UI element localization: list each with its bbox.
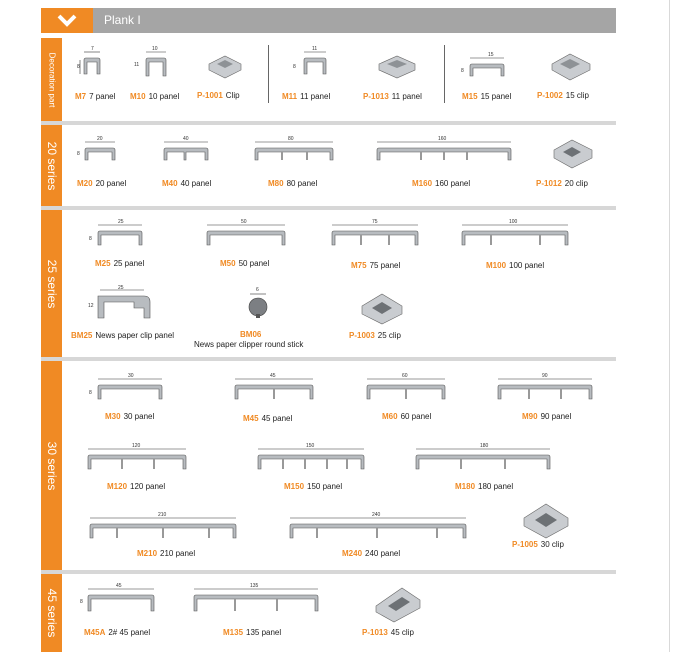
width-dimension: 11: [312, 46, 318, 52]
profile-drawing: [94, 288, 154, 324]
width-dimension: 45: [270, 373, 276, 379]
product-caption: M10 10 panel: [130, 92, 180, 101]
section-label: 45 series: [44, 588, 59, 638]
height-dimension: 12: [88, 303, 94, 309]
product-description: News paper clipper round stick: [194, 340, 304, 349]
page-header: [41, 8, 616, 33]
profile-drawing: [414, 447, 554, 477]
page-border: [669, 0, 670, 652]
section-label: 30 series: [44, 441, 59, 491]
profile-drawing: [330, 223, 422, 253]
round-stick-drawing: [246, 294, 270, 318]
profile-drawing: [496, 377, 596, 407]
product-caption: M80 80 panel: [268, 179, 318, 188]
section-label: Decoration part: [47, 52, 56, 108]
product-caption: M15 15 panel: [462, 92, 512, 101]
product-caption: BM25 News paper clip panel: [71, 331, 175, 340]
width-dimension: 20: [97, 136, 103, 142]
clip-drawing: [375, 52, 419, 82]
product-caption: M120 120 panel: [107, 482, 166, 491]
height-dimension: 8: [89, 390, 92, 396]
profile-drawing: [192, 587, 322, 619]
height-dimension: 11: [134, 62, 140, 68]
product-caption: M210 210 panel: [137, 549, 196, 558]
product-caption: P-1013 11 panel: [363, 92, 422, 101]
profile-drawing: [162, 140, 212, 170]
width-dimension: 100: [509, 219, 518, 225]
width-dimension: 25: [118, 219, 124, 225]
clip-drawing: [358, 290, 406, 326]
product-caption: M30 30 panel: [105, 412, 155, 421]
product-caption: M150 150 panel: [284, 482, 343, 491]
product-caption: M50 50 panel: [220, 259, 270, 268]
profile-drawing: [365, 377, 449, 407]
section-band: [41, 361, 62, 571]
product-caption: P-1013 45 clip: [362, 628, 414, 637]
width-dimension: 7: [91, 46, 94, 52]
product-caption: M90 90 panel: [522, 412, 572, 421]
profile-drawing: [78, 50, 118, 90]
product-caption: P-1012 20 clip: [536, 179, 588, 188]
clip-drawing: [372, 584, 424, 624]
profile-drawing: [86, 587, 158, 619]
product-caption: P-1001 Clip: [197, 91, 240, 100]
product-caption: M240 240 panel: [342, 549, 401, 558]
width-dimension: 80: [288, 136, 294, 142]
width-dimension: 25: [118, 285, 124, 291]
width-dimension: 60: [402, 373, 408, 379]
product-caption: P-1003 25 clip: [349, 331, 401, 340]
width-dimension: 90: [542, 373, 548, 379]
profile-drawing: [288, 516, 470, 546]
section-label: 25 series: [44, 259, 59, 309]
profile-drawing: [256, 447, 368, 477]
product-caption: M160 160 panel: [412, 179, 471, 188]
height-dimension: 8: [80, 599, 83, 605]
profile-drawing: [233, 377, 317, 407]
product-caption: P-1002 15 clip: [537, 91, 589, 100]
section-band: [41, 210, 62, 358]
product-caption: M25 25 panel: [95, 259, 145, 268]
height-dimension: 8: [89, 236, 92, 242]
product-caption: M75 75 panel: [351, 261, 401, 270]
product-caption: M100 100 panel: [486, 261, 545, 270]
clip-drawing: [550, 136, 596, 170]
section-band: [41, 38, 62, 122]
width-dimension: 30: [128, 373, 134, 379]
product-caption: M135 135 panel: [223, 628, 282, 637]
product-caption: M7 7 panel: [75, 92, 116, 101]
profile-drawing: [81, 140, 121, 170]
width-dimension: 240: [372, 512, 381, 518]
product-caption: M180 180 panel: [455, 482, 514, 491]
product-caption: M40 40 panel: [162, 179, 212, 188]
profile-drawing: [205, 223, 289, 253]
width-dimension: 40: [183, 136, 189, 142]
profile-drawing: [86, 447, 190, 477]
profile-drawing: [460, 223, 572, 253]
section-band: [41, 574, 62, 652]
product-caption: P-1005 30 clip: [512, 540, 564, 549]
profile-drawing: [466, 56, 510, 86]
width-dimension: 150: [306, 443, 315, 449]
chevron-down-icon: [41, 8, 93, 33]
product-caption: M45A 2# 45 panel: [84, 628, 151, 637]
profile-drawing: [140, 50, 180, 90]
divider: [444, 45, 445, 103]
clip-drawing: [205, 52, 245, 82]
product-caption: M45 45 panel: [243, 414, 293, 423]
profile-drawing: [375, 140, 515, 170]
height-dimension: 8: [77, 64, 80, 70]
profile-drawing: [298, 50, 338, 90]
profile-drawing: [253, 140, 337, 170]
product-caption: M11 11 panel: [282, 92, 331, 101]
clip-drawing: [520, 500, 572, 540]
clip-drawing: [548, 50, 594, 82]
page-title: Plank I: [104, 13, 141, 27]
profile-drawing: [88, 516, 240, 546]
height-dimension: 8: [77, 151, 80, 157]
profile-drawing: [94, 223, 150, 253]
width-dimension: 50: [241, 219, 247, 225]
profile-drawing: [96, 377, 166, 407]
section-band: [41, 125, 62, 207]
product-caption: M20 20 panel: [77, 179, 127, 188]
divider: [268, 45, 269, 103]
product-code: BM06: [240, 330, 262, 339]
width-dimension: 45: [116, 583, 122, 589]
width-dimension: 75: [372, 219, 378, 225]
product-caption: M60 60 panel: [382, 412, 432, 421]
height-dimension: 8: [293, 64, 296, 70]
width-dimension: 210: [158, 512, 167, 518]
section-label: 20 series: [44, 141, 59, 191]
width-dimension: 10: [152, 46, 158, 52]
width-dimension: 180: [480, 443, 489, 449]
width-dimension: 6: [256, 287, 259, 293]
width-dimension: 15: [488, 52, 494, 58]
height-dimension: 8: [461, 68, 464, 74]
width-dimension: 135: [250, 583, 259, 589]
width-dimension: 120: [132, 443, 141, 449]
width-dimension: 160: [438, 136, 447, 142]
